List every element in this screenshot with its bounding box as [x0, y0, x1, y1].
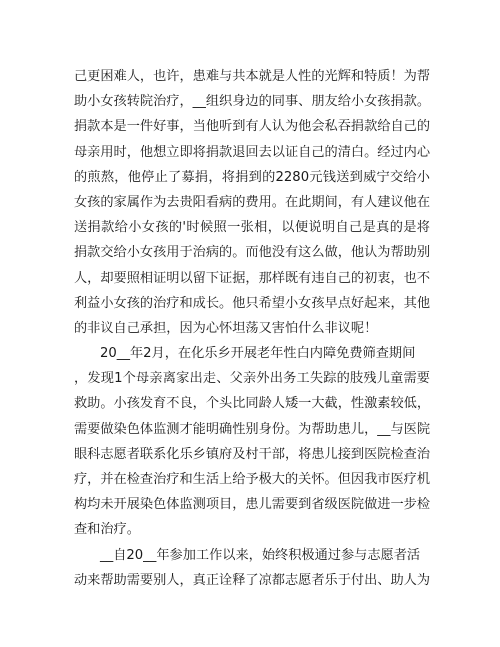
text-line: 眼科志愿者联系化乐乡镇府及村干部，将患儿接到医院检查治 — [74, 446, 431, 462]
text-line: 需要做染色体监测才能明确性别身份。为帮助患儿，__与医院 — [74, 421, 431, 437]
text-line: 母亲用时，他想立即将捐款退回去以证自己的清白。经过内心 — [74, 144, 431, 160]
text-line: ，发现1个母亲离家出走、父亲外出务工失踪的肢残儿童需要 — [74, 371, 430, 387]
text-line: 女孩的家属作为去贵阳看病的费用。在此期间，有人建议他在 — [74, 194, 431, 210]
text-line: 的非议自己承担，因为心怀坦荡又害怕什么非议呢！ — [74, 320, 378, 336]
text-line: 构均未开展染色体监测项目，患儿需要到省级医院做进一步检 — [74, 497, 431, 513]
text-line: 助小女孩转院治疗，__组织身边的同事、朋友给小女孩捐款。 — [74, 94, 431, 110]
paragraph-2 — [74, 341, 430, 543]
text-line: 的煎熬，他停止了募捐，将捐到的2280元钱送到威宁交给小 — [74, 169, 430, 185]
text-line: 送捐款给小女孩的'时候照一张相，以便说明自己是真的是将 — [74, 220, 430, 236]
text-line: 动来帮助需要别人，真正诠释了凉都志愿者乐于付出、助人为 — [74, 572, 431, 588]
text-line: 20__年2月，在化乐乡开展老年性白内障免费筛查期间 — [100, 346, 416, 362]
text-line: __自20__年参加工作以来，始终积极通过参与志愿者活 — [100, 547, 421, 563]
text-line: 救助。小孩发育不良，个头比同龄人矮一大截，性激素较低， — [74, 396, 431, 412]
text-line: 疗，并在检查治疗和生活上给予极大的关怀。但因我市医疗机 — [74, 472, 431, 487]
paragraph-1 — [74, 64, 430, 341]
text-line: 捐款本是一件好事，当他听到有人认为他会私吞捐款给自己的 — [74, 119, 431, 135]
text-line: 己更困难人，也许，患难与共本就是人性的光辉和特质！为帮 — [74, 69, 431, 84]
text-line: 人，却要照相证明以留下证据，那样既有违自己的初衷，也不 — [74, 270, 431, 286]
text-line: 查和治疗。 — [74, 522, 140, 538]
document-body — [74, 64, 430, 593]
text-line: 捐款交给小女孩用于治病的。而他没有这么做，他认为帮助别 — [74, 245, 431, 261]
paragraph-3 — [74, 543, 430, 593]
text-line: 利益小女孩的治疗和成长。他只希望小女孩早点好起来，其他 — [74, 295, 431, 311]
